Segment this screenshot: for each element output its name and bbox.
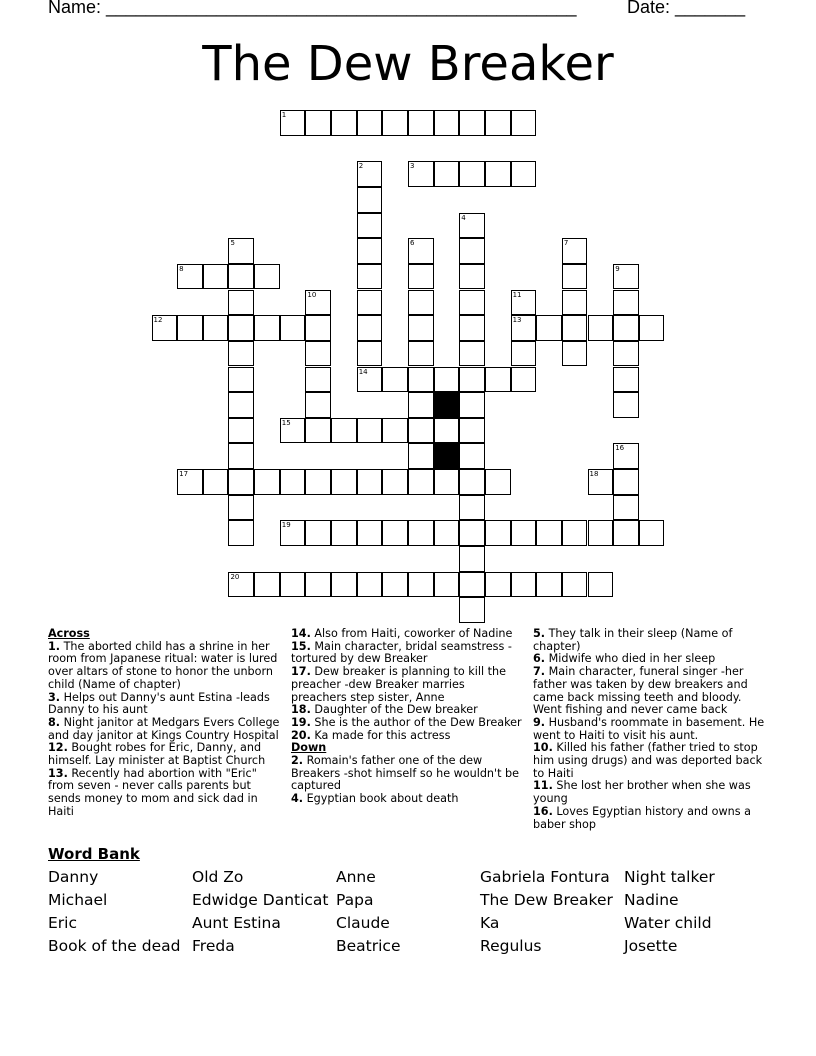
grid-cell[interactable] [408,469,434,495]
clue-number: 9 [615,264,620,273]
grid-cell[interactable] [382,418,408,444]
clue-item-number: 2. [291,754,304,768]
clue-item-number: 1. [48,639,61,653]
date-line: Date: _______ [627,0,746,17]
grid-cell[interactable] [434,367,460,393]
word-bank-item: Book of the dead [48,937,181,955]
grid-cell[interactable] [408,392,434,418]
clue-item [533,806,765,831]
grid-cell[interactable] [228,315,254,341]
grid-cell[interactable] [203,264,229,290]
grid-cell[interactable] [280,110,306,136]
clue-item [533,717,765,742]
clue-item [48,768,280,819]
clue-item [48,641,280,692]
grid-cell[interactable] [382,110,408,136]
grid-cell[interactable] [434,520,460,546]
clue-item [291,666,523,704]
grid-cell[interactable] [588,315,614,341]
clue-item-number: 9. [533,715,546,729]
word-bank-item: Ka [480,914,500,932]
grid-cell[interactable] [459,238,485,264]
grid-cell[interactable] [382,469,408,495]
grid-cell[interactable] [177,315,203,341]
grid-cell[interactable] [305,520,331,546]
grid-cell[interactable] [357,290,383,316]
clue-item-text: Midwife who died in her sleep [545,652,716,666]
word-bank-item: Papa [336,891,374,909]
clue-item-number: 4. [291,792,304,806]
grid-cell[interactable] [434,110,460,136]
clue-item-text: Night janitor at Medgars Evers College and day janitor at Kings Country Hospital [48,715,280,742]
clue-number: 8 [179,264,184,273]
grid-cell[interactable] [254,264,280,290]
clue-item [533,742,765,780]
clue-number: 17 [179,470,189,479]
grid-cell[interactable] [459,110,485,136]
grid-cell[interactable] [408,161,434,187]
grid-cell[interactable] [613,469,639,495]
clue-item-number: 13. [48,766,68,780]
grid-cell[interactable] [588,572,614,598]
word-bank-item: Danny [48,868,99,886]
grid-cell[interactable] [177,469,203,495]
grid-cell[interactable] [511,367,537,393]
grid-cell[interactable] [459,443,485,469]
clue-number: 7 [563,239,569,248]
clue-number: 12 [153,316,163,325]
clue-number: 5 [230,239,235,248]
clue-item [291,755,523,793]
clue-number: 18 [589,470,599,479]
grid-cell[interactable] [305,572,331,598]
grid-cell[interactable] [254,572,280,598]
word-bank-item: Gabriela Fontura [480,868,610,886]
word-bank-column [480,866,624,958]
grid-cell[interactable] [357,213,383,239]
grid-cell[interactable] [357,110,383,136]
grid-cell[interactable] [357,161,383,187]
word-bank-item: Nadine [624,891,679,909]
grid-cell[interactable] [485,367,511,393]
clue-item [48,717,280,742]
grid-cell[interactable] [357,238,383,264]
clue-item-number: 16. [533,804,553,818]
word-bank-item: Josette [624,937,678,955]
grid-cell[interactable] [459,495,485,521]
clue-item [48,742,280,767]
word-bank-item: Edwidge Danticat [192,891,329,909]
grid-cell[interactable] [613,495,639,521]
clue-item [291,793,523,806]
grid-cell[interactable] [408,110,434,136]
clue-item-text: Main character, funeral singer -her father was taken by dew breakers and came back missing teeth and bloody. Went fishing and never came back [533,665,748,717]
grid-cell[interactable] [305,392,331,418]
grid-cell[interactable] [536,315,562,341]
grid-cell[interactable] [459,367,485,393]
grid-cell[interactable] [613,520,639,546]
clue-number: 4 [461,213,466,222]
clue-item-text: Main character, bridal seamstress -tortured by dew Breaker [291,639,512,666]
grid-cell[interactable] [459,161,485,187]
clue-item-text: Husband's roommate in basement. He went to Haiti to visit his aunt. [533,715,765,742]
clue-column-1 [48,628,280,819]
grid-cell[interactable] [331,418,357,444]
clue-item-text: Bought robes for Eric, Danny, and himself. Lay minister at Baptist Church [48,741,266,768]
word-bank-item: Water child [624,914,712,932]
clue-item-text: Killed his father (father tried to stop him using drugs) and was deported back to Haiti [533,741,763,780]
grid-cell[interactable] [357,418,383,444]
word-bank-column [192,866,336,958]
clue-item-number: 10. [533,741,553,755]
across-heading: Across [48,627,90,640]
grid-cell[interactable] [382,572,408,598]
word-bank-item: Old Zo [192,868,244,886]
grid-cell[interactable] [562,341,588,367]
clue-item-number: 19. [291,715,311,729]
word-bank-item: Beatrice [336,937,401,955]
clue-number: 20 [230,572,240,581]
grid-cell[interactable] [562,572,588,598]
grid-cell[interactable] [613,264,639,290]
grid-cell[interactable] [511,161,537,187]
grid-cell[interactable] [357,341,383,367]
grid-cell[interactable] [639,315,665,341]
word-bank-item: Freda [192,937,235,955]
grid-cell[interactable] [588,469,614,495]
grid-cell[interactable] [228,572,254,598]
clue-number: 10 [307,290,317,299]
clue-item-text: She is the author of the Dew Breaker [310,715,522,729]
grid-cell[interactable] [331,572,357,598]
grid-cell[interactable] [331,469,357,495]
grid-cell[interactable] [459,546,485,572]
grid-cell[interactable] [408,367,434,393]
clue-number: 15 [281,418,291,427]
grid-cell[interactable] [305,341,331,367]
grid-cell[interactable] [459,469,485,495]
grid-cell[interactable] [305,418,331,444]
clue-item-number: 12. [48,741,68,755]
grid-cell[interactable] [408,315,434,341]
clue-item [48,692,280,717]
clue-item [533,780,765,805]
grid-cell[interactable] [588,520,614,546]
grid-cell[interactable] [511,341,537,367]
word-bank-item: Eric [48,914,77,932]
word-bank-item: Anne [336,868,376,886]
grid-cell[interactable] [459,597,485,623]
grid-cell[interactable] [459,264,485,290]
black-cell [434,392,460,418]
clue-item-number: 6. [533,652,546,666]
grid-cell[interactable] [408,572,434,598]
clue-item-number: 3. [48,690,61,704]
grid-cell[interactable] [228,520,254,546]
word-bank-column [48,866,192,958]
clue-number: 1 [281,111,287,119]
grid-cell[interactable] [203,469,229,495]
grid-cell[interactable] [562,315,588,341]
grid-cell[interactable] [459,520,485,546]
grid-cell[interactable] [485,520,511,546]
grid-cell[interactable] [459,341,485,367]
clue-item-text: Helps out Danny's aunt Estina -leads Danny to his aunt [48,690,270,717]
grid-cell[interactable] [382,367,408,393]
black-cell [434,443,460,469]
grid-cell[interactable] [357,572,383,598]
grid-cell[interactable] [639,520,665,546]
grid-cell[interactable] [357,469,383,495]
grid-cell[interactable] [228,418,254,444]
grid-cell[interactable] [280,520,306,546]
clue-item-text: Dew breaker is planning to kill the preacher -dew Breaker marries preachers step sister, Anne [291,665,507,704]
grid-cell[interactable] [254,469,280,495]
clue-item-number: 18. [291,703,311,717]
clue-item-text: The aborted child has a shrine in her room from Japanese ritual: water is lured over altars of stone to honor the unborn child (Name of chapter) [48,639,278,691]
clue-number: 6 [410,239,415,248]
grid-cell[interactable] [511,290,537,316]
clue-item-number: 17. [291,665,311,679]
grid-cell[interactable] [511,520,537,546]
grid-cell[interactable] [408,520,434,546]
grid-cell[interactable] [459,213,485,239]
clue-item [533,628,765,653]
grid-cell[interactable] [228,392,254,418]
grid-cell[interactable] [305,315,331,341]
grid-cell[interactable] [511,110,537,136]
grid-cell[interactable] [613,290,639,316]
grid-cell[interactable] [408,238,434,264]
grid-cell[interactable] [434,161,460,187]
clue-item-text: Loves Egyptian history and owns a baber shop [533,804,752,831]
clue-item-number: 20. [291,728,311,742]
grid-cell[interactable] [562,264,588,290]
grid-cell[interactable] [408,341,434,367]
grid-cell[interactable] [536,572,562,598]
word-bank-item: Michael [48,891,108,909]
grid-cell[interactable] [408,264,434,290]
grid-cell[interactable] [305,290,331,316]
grid-cell[interactable] [613,392,639,418]
grid-cell[interactable] [485,110,511,136]
clue-item-number: 11. [533,779,553,793]
grid-cell[interactable] [357,367,383,393]
clue-item-text: Romain's father one of the dew Breakers -shot himself so he wouldn't be captured [291,754,520,793]
clue-item-text: Ka made for this actress [310,728,451,742]
clue-number: 3 [410,162,415,171]
grid-cell[interactable] [177,264,203,290]
grid-cell[interactable] [485,469,511,495]
grid-cell[interactable] [280,418,306,444]
clue-item-number: 15. [291,639,311,653]
grid-cell[interactable] [562,238,588,264]
clue-column-2 [291,628,523,806]
word-bank-column [624,866,768,958]
clue-item-text: They talk in their sleep (Name of chapter) [533,627,733,653]
name-line: Name: _______________________________________________ [48,0,577,17]
grid-cell[interactable] [562,290,588,316]
grid-cell[interactable] [228,238,254,264]
grid-cell[interactable] [459,418,485,444]
grid-cell[interactable] [203,315,229,341]
grid-cell[interactable] [305,469,331,495]
grid-cell[interactable] [228,469,254,495]
clue-number: 2 [358,162,364,171]
grid-cell[interactable] [357,264,383,290]
grid-cell[interactable] [228,443,254,469]
word-bank-column [336,866,480,958]
word-bank-item: Night talker [624,868,715,886]
grid-cell[interactable] [305,110,331,136]
grid-cell[interactable] [228,367,254,393]
grid-cell[interactable] [305,367,331,393]
grid-cell[interactable] [382,520,408,546]
grid-cell[interactable] [331,520,357,546]
grid-cell[interactable] [613,443,639,469]
grid-cell[interactable] [228,264,254,290]
down-heading: Down [291,741,327,755]
clue-item-text: She lost her brother when she was young [533,779,751,806]
grid-cell[interactable] [511,572,537,598]
grid-cell[interactable] [485,161,511,187]
clue-item-text: Also from Haiti, coworker of Nadine [310,627,513,640]
clue-item-number: 5. [533,627,546,640]
grid-cell[interactable] [459,572,485,598]
clue-number: 11 [512,290,522,299]
grid-cell[interactable] [280,315,306,341]
grid-cell[interactable] [511,315,537,341]
grid-cell[interactable] [357,520,383,546]
grid-cell[interactable] [485,572,511,598]
clue-item-number: 8. [48,715,61,729]
grid-cell[interactable] [536,520,562,546]
clue-column-3 [533,628,765,831]
grid-cell[interactable] [434,418,460,444]
grid-cell[interactable] [613,341,639,367]
grid-cell[interactable] [408,418,434,444]
word-bank-item: Claude [336,914,390,932]
clue-item [291,641,523,666]
grid-cell[interactable] [280,469,306,495]
grid-cell[interactable] [228,290,254,316]
grid-cell[interactable] [228,341,254,367]
clue-item [533,666,765,717]
word-bank-title: Word Bank [48,845,140,863]
clue-number: 13 [512,316,522,325]
clue-item-number: 7. [533,665,546,679]
page-title: The Dew Breaker [202,36,614,92]
grid-cell[interactable] [152,315,178,341]
grid-cell[interactable] [331,110,357,136]
word-bank-item: Aunt Estina [192,914,281,932]
clue-number: 16 [615,444,625,453]
grid-cell[interactable] [357,315,383,341]
grid-cell[interactable] [613,315,639,341]
grid-cell[interactable] [434,572,460,598]
clue-number: 19 [281,521,291,530]
clue-number: 14 [358,367,368,376]
clue-item-text: Egyptian book about death [303,792,459,806]
word-bank-item: The Dew Breaker [480,891,613,909]
grid-cell[interactable] [459,315,485,341]
clue-item-number: 14. [291,627,311,640]
grid-cell[interactable] [357,187,383,213]
grid-cell[interactable] [228,495,254,521]
clue-item-text: Recently had abortion with "Eric" from seven - never calls parents but sends money to mom and sick dad in Haiti [48,766,258,818]
grid-cell[interactable] [434,469,460,495]
grid-cell[interactable] [562,520,588,546]
clue-item-text: Daughter of the Dew breaker [310,703,478,717]
grid-cell[interactable] [254,315,280,341]
grid-cell[interactable] [408,443,434,469]
grid-cell[interactable] [459,290,485,316]
grid-cell[interactable] [408,290,434,316]
grid-cell[interactable] [613,367,639,393]
grid-cell[interactable] [280,572,306,598]
word-bank-item: Regulus [480,937,542,955]
grid-cell[interactable] [459,392,485,418]
